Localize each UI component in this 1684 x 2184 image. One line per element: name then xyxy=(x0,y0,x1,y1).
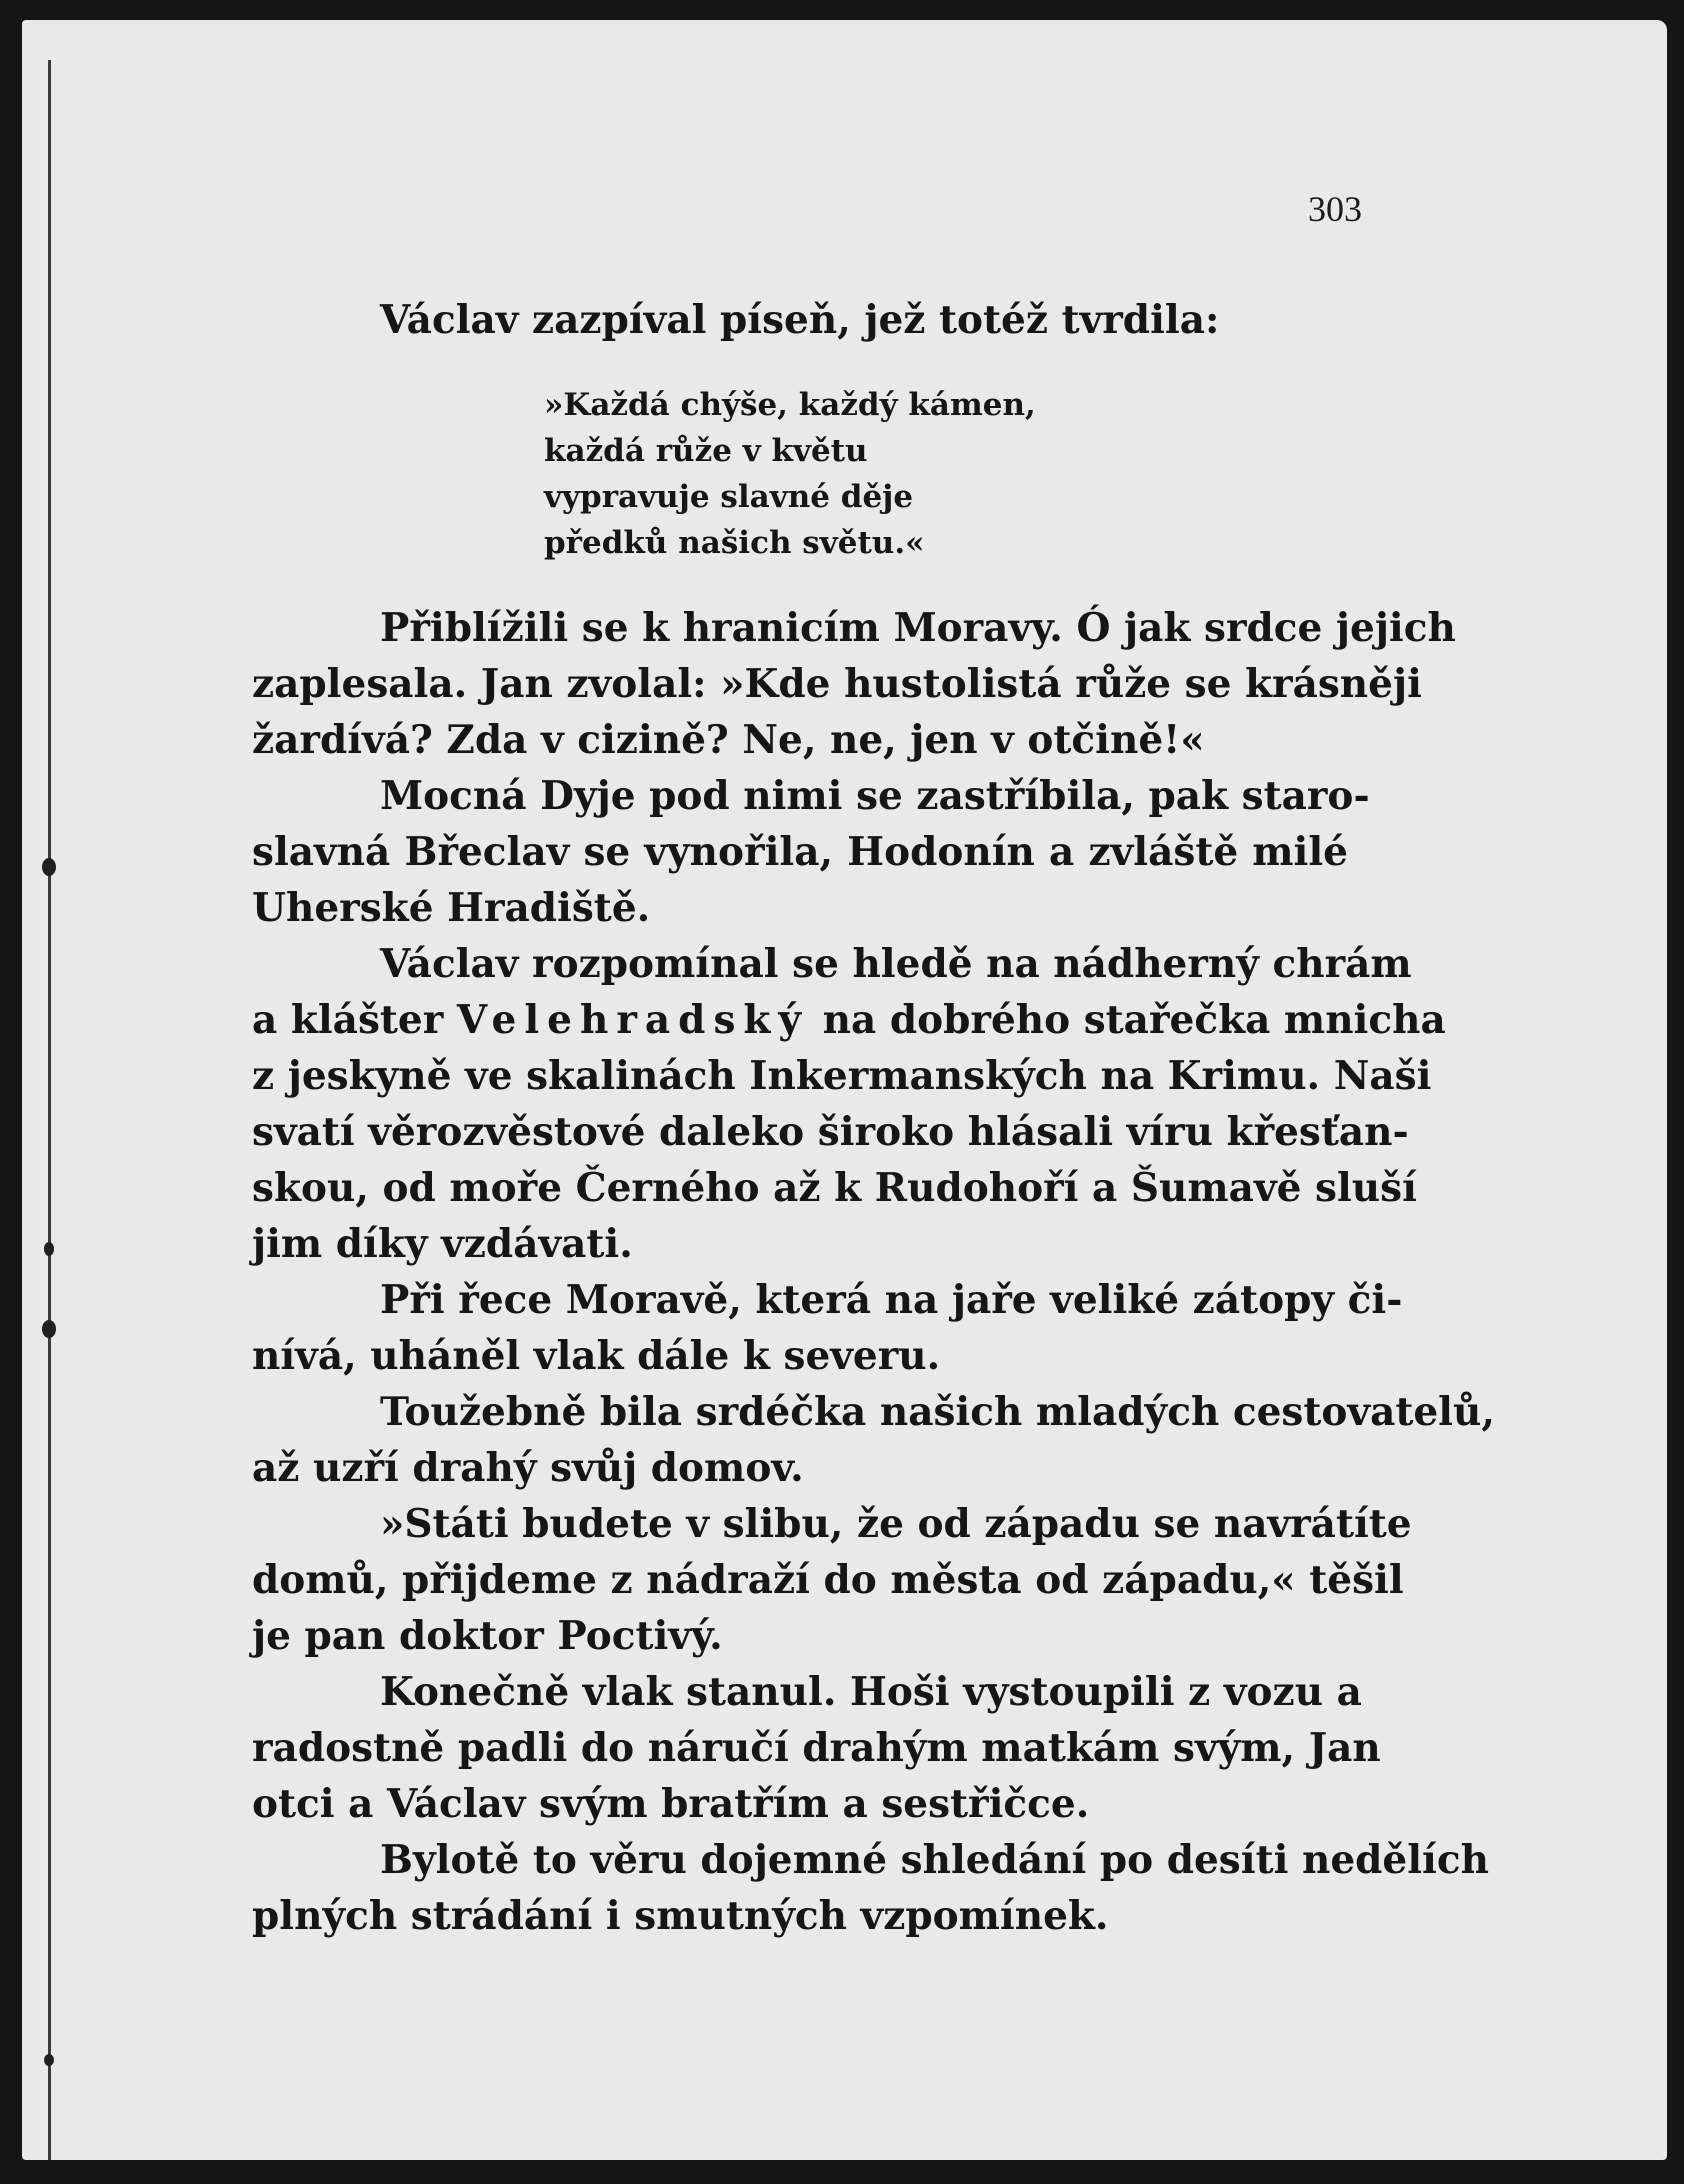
paragraph xyxy=(252,1664,1381,1832)
paragraph-line: Václav rozpomínal se hledě na nádherný chrám xyxy=(380,941,1412,987)
paragraph-line: žardívá? Zda v cizině? Ne, ne, jen v otčině!« xyxy=(252,717,1205,763)
paragraph-line: Mocná Dyje pod nimi se zastříbila, pak staro- xyxy=(380,773,1370,819)
spaced-word: Velehradský xyxy=(456,997,810,1043)
verse-line: každá růže v květu xyxy=(544,433,868,469)
line-end: na dobrého stařečka mnicha xyxy=(809,997,1446,1043)
paragraph-line: Bylotě to věru dojemné shledání po desíti nedělích xyxy=(380,1837,1489,1883)
verse-block xyxy=(544,382,1348,566)
paragraph-line: zaplesala. Jan zvolal: »Kde hustolistá růže se krásněji xyxy=(252,661,1422,707)
paragraph-line: Přiblížili se k hranicím Moravy. Ó jak srdce jejich xyxy=(380,605,1456,651)
paragraph-line: jim díky vzdávati. xyxy=(252,1221,633,1267)
paragraph-line: Uherské Hradiště. xyxy=(252,885,651,931)
intro-line: Václav zazpíval píseň, jež totéž tvrdila: xyxy=(380,297,1220,343)
binding-mark xyxy=(42,858,56,876)
verse-line: vypravuje slavné děje xyxy=(544,479,914,515)
paragraph-line-with-spaced-word xyxy=(252,992,1446,1048)
paragraph xyxy=(252,1272,1403,1384)
paragraph-line: slavná Břeclav se vynořila, Hodonín a zvláště milé xyxy=(252,829,1348,875)
paragraph xyxy=(252,1496,1412,1664)
paragraph xyxy=(252,936,1446,1272)
binding-mark xyxy=(44,1242,54,1256)
book-page xyxy=(22,20,1667,2160)
paragraph-line: otci a Václav svým bratřím a sestřičce. xyxy=(252,1781,1090,1827)
verse-line: »Každá chýše, každý kámen, xyxy=(544,387,1036,423)
paragraph-line: až uzří drahý svůj domov. xyxy=(252,1445,804,1491)
paragraph-line: plných strádání i smutných vzpomínek. xyxy=(252,1893,1109,1939)
paragraph-line: domů, přijdeme z nádraží do města od západu,« těšil xyxy=(252,1557,1404,1603)
paragraph xyxy=(252,1832,1489,1944)
paragraph-line: z jeskyně ve skalinách Inkermanských na Krimu. Naši xyxy=(252,1053,1432,1099)
paragraph-line: Konečně vlak stanul. Hoši vystoupili z vozu a xyxy=(380,1669,1362,1715)
binding-mark xyxy=(44,2054,54,2066)
page-spine-edge xyxy=(48,60,51,2160)
paragraph xyxy=(252,600,1456,768)
paragraph-line: je pan doktor Poctivý. xyxy=(252,1613,723,1659)
line-start: a klášter xyxy=(252,997,457,1043)
paragraph-line: svatí věrozvěstové daleko široko hlásali víru křesťan- xyxy=(252,1109,1409,1155)
paragraph xyxy=(252,1384,1495,1496)
page-text xyxy=(252,292,1495,1944)
paragraph-line: »Státi budete v slibu, že od západu se navrátíte xyxy=(380,1501,1412,1547)
paragraph-line: Při řece Moravě, která na jaře veliké zátopy či- xyxy=(380,1277,1403,1323)
paragraph xyxy=(252,768,1370,936)
verse-line: předků našich světu.« xyxy=(544,525,925,561)
paragraph-line: Toužebně bila srdéčka našich mladých cestovatelů, xyxy=(380,1389,1495,1435)
paragraph-line: nívá, uháněl vlak dále k severu. xyxy=(252,1333,941,1379)
binding-mark xyxy=(42,1320,56,1338)
paragraph-line: radostně padli do náručí drahým matkám svým, Jan xyxy=(252,1725,1381,1771)
page-number: 303 xyxy=(1308,189,1362,229)
paragraph-line: skou, od moře Černého až k Rudohoří a Šumavě sluší xyxy=(252,1165,1417,1211)
